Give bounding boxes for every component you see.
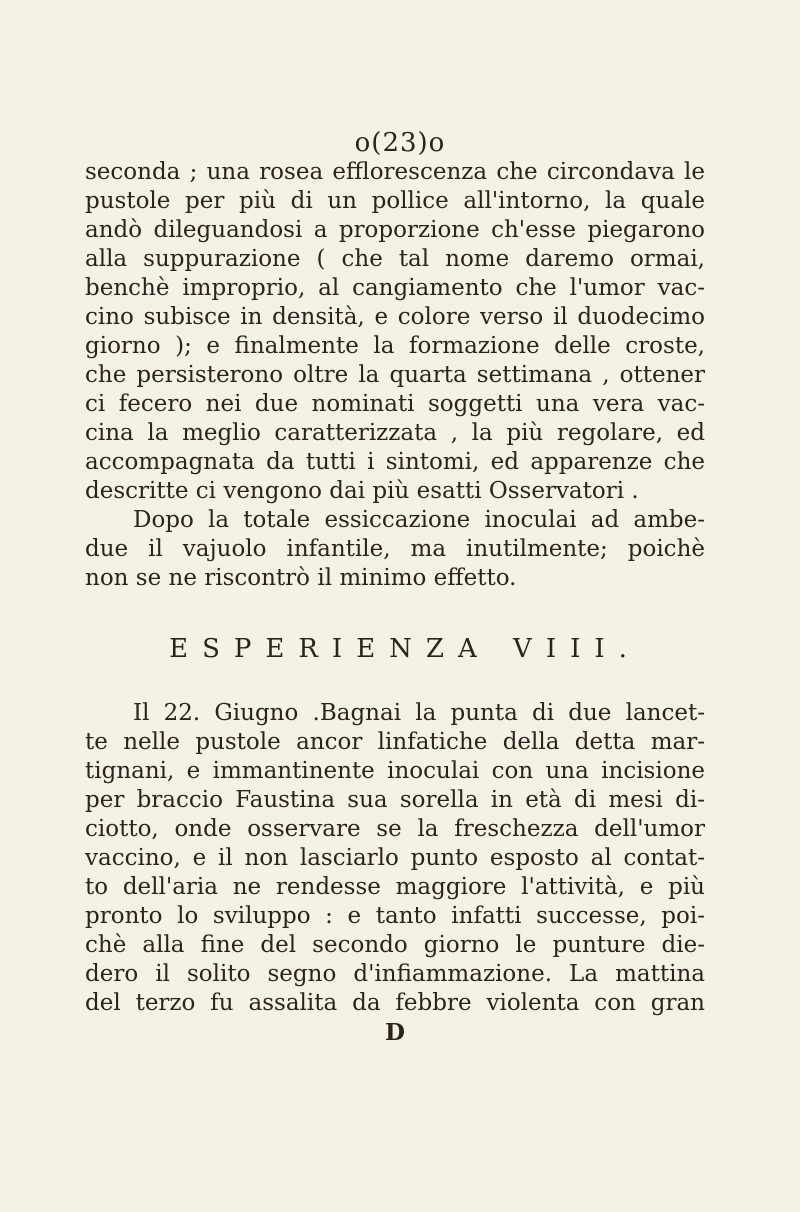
- text-line: cino subisce in densità, e colore verso il duodecimo: [85, 304, 705, 330]
- paragraph-2: [85, 506, 705, 593]
- text-line: Il 22. Giugno .Bagnai la punta di due lancet-: [133, 700, 705, 726]
- text-line: per braccio Faustina sua sorella in età di mesi di-: [85, 787, 705, 813]
- signature-mark: D: [385, 1019, 405, 1046]
- text-line: tignani, e immantinente inoculai con una incisione: [85, 758, 705, 784]
- text-line: accompagnata da tutti i sintomi, ed apparenze che: [85, 449, 705, 475]
- paragraph-1: [85, 158, 705, 506]
- section-title: ESPERIENZA VIII.: [169, 634, 641, 664]
- text-line: to dell'aria ne rendesse maggiore l'attività, e più: [85, 874, 705, 900]
- text-line: dero il solito segno d'infiammazione. La mattina: [85, 961, 705, 987]
- text-line: te nelle pustole ancor linfatiche della detta mar-: [85, 729, 705, 755]
- text-line: giorno ); e finalmente la formazione delle croste,: [85, 333, 705, 359]
- body-text: [85, 158, 705, 1047]
- paragraph-3: [85, 699, 705, 1018]
- text-line: pronto lo sviluppo : e tanto infatti successe, poi-: [85, 903, 705, 929]
- text-line: vaccino, e il non lasciarlo punto esposto al contat-: [85, 845, 705, 871]
- text-line: che persisterono oltre la quarta settimana , ottener: [85, 362, 705, 388]
- text-line: benchè improprio, al cangiamento che l'umor vac-: [85, 275, 705, 301]
- text-line: pustole per più di un pollice all'intorno, la quale: [85, 188, 705, 214]
- page-header: o(23)o: [354, 128, 446, 158]
- text-line: andò dileguandosi a proporzione ch'esse piegarono: [85, 217, 705, 243]
- text-line: chè alla fine del secondo giorno le punture die-: [85, 932, 705, 958]
- text-line: del terzo fu assalita da febbre violenta con gran: [85, 990, 705, 1016]
- text-line: ci fecero nei due nominati soggetti una vera vac-: [85, 391, 705, 417]
- text-line: Dopo la totale essiccazione inoculai ad ambe-: [133, 507, 705, 533]
- text-line: seconda ; una rosea efflorescenza che circondava le: [85, 159, 705, 185]
- text-line: descritte ci vengono dai più esatti Osservatori .: [85, 478, 639, 504]
- text-line: non se ne riscontrò il minimo effetto.: [85, 565, 517, 591]
- text-line: cina la meglio caratterizzata , la più regolare, ed: [85, 420, 705, 446]
- text-line: alla suppurazione ( che tal nome daremo ormai,: [85, 246, 705, 272]
- text-line: due il vajuolo infantile, ma inutilmente; poichè: [85, 536, 705, 562]
- text-line: ciotto, onde osservare se la freschezza dell'umor: [85, 816, 705, 842]
